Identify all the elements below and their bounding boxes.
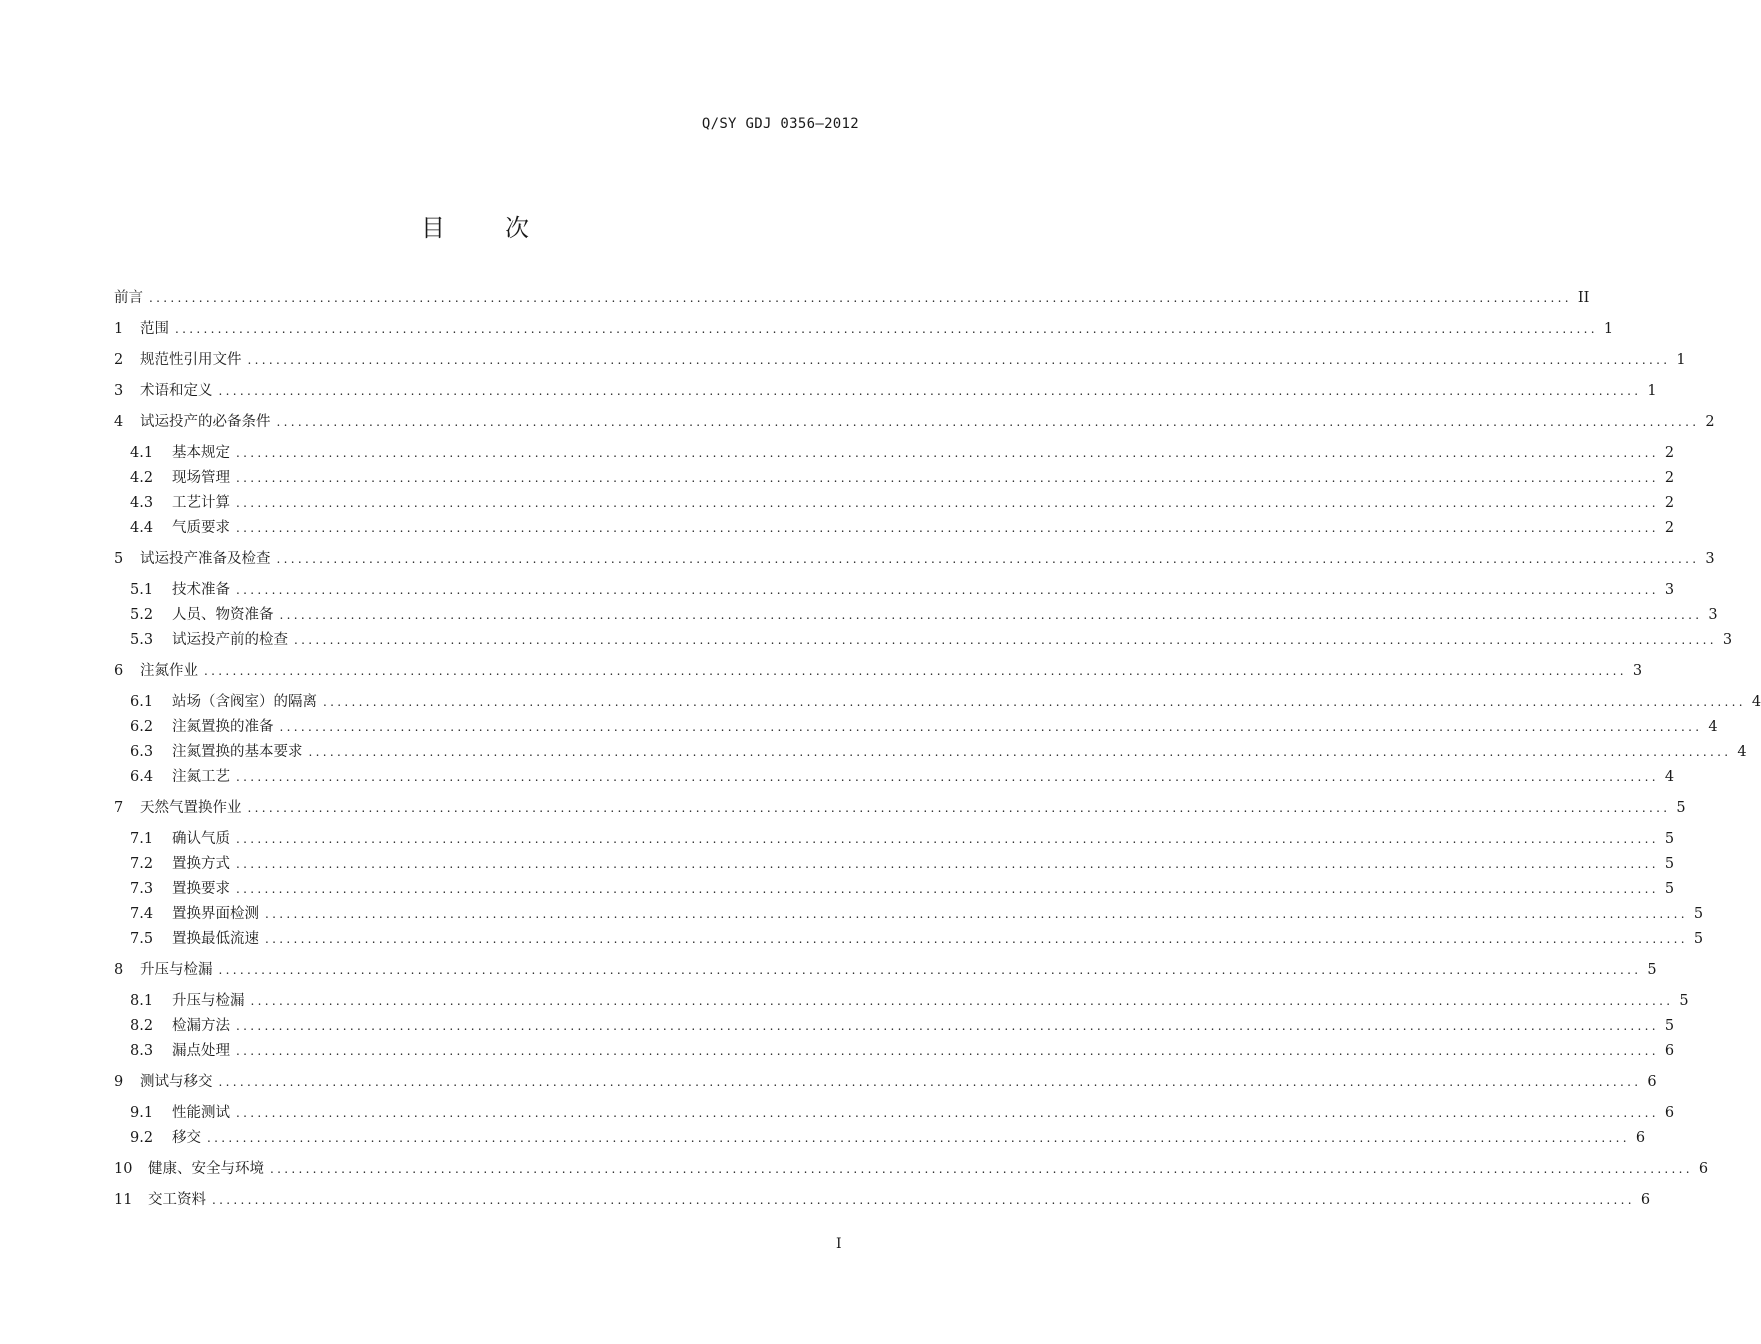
toc-entry-number: 7.5 — [130, 931, 154, 947]
toc-subentry[interactable] — [130, 853, 1675, 875]
toc-subentry[interactable] — [130, 928, 1704, 950]
toc-entry-label: 基本规定 — [172, 445, 230, 461]
toc-dot-leader: ........................................................................................................................................................................................................ — [279, 720, 1703, 734]
toc-subentry[interactable] — [130, 741, 1747, 763]
toc-entry[interactable] — [114, 660, 1643, 682]
toc-entry-page: 6 — [1635, 1130, 1646, 1146]
toc-entry-page: 6 — [1664, 1043, 1675, 1059]
toc-entry-label: 检漏方法 — [172, 1018, 230, 1034]
toc-entry-page: II — [1577, 290, 1590, 306]
toc-entry-number: 5 — [114, 551, 124, 567]
toc-entry-number: 7.4 — [130, 906, 154, 922]
toc-subentry[interactable] — [130, 716, 1718, 738]
toc-dot-leader: ........................................................................................................................................................................................................ — [218, 963, 1642, 977]
toc-entry[interactable] — [114, 287, 1590, 309]
toc-dot-leader: ........................................................................................................................................................................................................ — [218, 1075, 1642, 1089]
toc-entry-page: 1 — [1603, 321, 1614, 337]
toc-dot-leader: ........................................................................................................................................................................................................ — [276, 415, 1700, 429]
toc-entry-page: 2 — [1664, 470, 1675, 486]
toc-dot-leader: ........................................................................................................................................................................................................ — [236, 1044, 1659, 1058]
toc-entry-number: 9.2 — [130, 1130, 154, 1146]
title-char-1: 目 — [421, 214, 445, 242]
toc-entry-label: 测试与移交 — [140, 1074, 213, 1090]
toc-entry-number: 5.3 — [130, 632, 154, 648]
toc-entry[interactable] — [114, 1189, 1651, 1211]
toc-entry-number: 5.2 — [130, 607, 154, 623]
toc-dot-leader: ........................................................................................................................................................................................................ — [236, 882, 1659, 896]
toc-entry[interactable] — [114, 318, 1614, 340]
toc-entry-number: 7 — [114, 800, 124, 816]
toc-entry-number: 6.1 — [130, 694, 154, 710]
toc-entry-number: 8.3 — [130, 1043, 154, 1059]
toc-entry[interactable] — [114, 1158, 1709, 1180]
toc-entry-page: 6 — [1640, 1192, 1651, 1208]
toc-dot-leader: ........................................................................................................................................................................................................ — [149, 291, 1572, 305]
toc-entry-page: 3 — [1722, 632, 1733, 648]
toc-entry-label: 气质要求 — [172, 520, 230, 536]
toc-entry-number: 4.3 — [130, 495, 154, 511]
toc-entry-page: 4 — [1751, 694, 1761, 710]
toc-subentry[interactable] — [130, 517, 1675, 539]
toc-entry-number: 8 — [114, 962, 124, 978]
toc-subentry[interactable] — [130, 1102, 1675, 1124]
toc-entry-label: 升压与检漏 — [172, 993, 245, 1009]
toc-entry-page: 4 — [1664, 769, 1675, 785]
toc-entry-label: 性能测试 — [172, 1105, 230, 1121]
toc-subentry[interactable] — [130, 1040, 1675, 1062]
toc-dot-leader: ........................................................................................................................................................................................................ — [175, 322, 1598, 336]
toc-entry[interactable] — [114, 380, 1657, 402]
toc-entry-page: 3 — [1632, 663, 1643, 679]
toc-subentry[interactable] — [130, 903, 1704, 925]
toc-entry-label: 工艺计算 — [172, 495, 230, 511]
toc-subentry[interactable] — [130, 604, 1718, 626]
toc-dot-leader: ........................................................................................................................................................................................................ — [279, 608, 1703, 622]
toc-entry-page: 6 — [1664, 1105, 1675, 1121]
toc-dot-leader: ........................................................................................................................................................................................................ — [323, 695, 1746, 709]
toc-entry[interactable] — [114, 1071, 1657, 1093]
toc-entry-page: 3 — [1705, 551, 1715, 567]
toc-entry-label: 前言 — [114, 290, 143, 306]
toc-entry-label: 置换界面检测 — [172, 906, 259, 922]
toc-entry-label: 试运投产准备及检查 — [140, 551, 271, 567]
toc-entry-label: 漏点处理 — [172, 1043, 230, 1059]
toc-dot-leader: ........................................................................................................................................................................................................ — [236, 583, 1659, 597]
toc-entry-page: 2 — [1664, 495, 1675, 511]
toc-entry-page: 5 — [1647, 962, 1657, 978]
toc-entry-page: 2 — [1705, 414, 1715, 430]
toc-entry-number: 4.4 — [130, 520, 154, 536]
toc-entry-page: 5 — [1693, 906, 1704, 922]
toc-subentry[interactable] — [130, 766, 1675, 788]
toc-entry-number: 7.2 — [130, 856, 154, 872]
toc-entry-page: 1 — [1647, 383, 1657, 399]
toc-entry-page: 5 — [1664, 831, 1675, 847]
toc-dot-leader: ........................................................................................................................................................................................................ — [250, 994, 1674, 1008]
toc-entry-number: 9.1 — [130, 1105, 154, 1121]
toc-entry-label: 交工资料 — [148, 1192, 206, 1208]
toc-entry-number: 7.1 — [130, 831, 154, 847]
toc-dot-leader: ........................................................................................................................................................................................................ — [218, 384, 1642, 398]
toc-entry-page: 6 — [1698, 1161, 1709, 1177]
toc-subentry[interactable] — [130, 629, 1733, 651]
toc-entry-label: 注氮置换的准备 — [172, 719, 274, 735]
toc-entry-label: 置换方式 — [172, 856, 230, 872]
toc-entry-number: 8.1 — [130, 993, 154, 1009]
toc-entry-number: 6.2 — [130, 719, 154, 735]
toc-entry-number: 6.4 — [130, 769, 154, 785]
toc-entry-label: 规范性引用文件 — [140, 352, 242, 368]
toc-dot-leader: ........................................................................................................................................................................................................ — [236, 446, 1659, 460]
toc-entry-label: 注氮工艺 — [172, 769, 230, 785]
toc-entry-number: 4.1 — [130, 445, 154, 461]
toc-entry-page: 3 — [1664, 582, 1675, 598]
toc-dot-leader: ........................................................................................................................................................................................................ — [247, 353, 1671, 367]
footer-page-number: I — [836, 1236, 842, 1252]
toc-entry-label: 人员、物资准备 — [172, 607, 274, 623]
toc-entry-number: 2 — [114, 352, 124, 368]
toc-entry-label: 注氮置换的基本要求 — [172, 744, 303, 760]
toc-dot-leader: ........................................................................................................................................................................................................ — [236, 496, 1659, 510]
title-char-2: 次 — [505, 214, 529, 242]
page-title — [0, 208, 950, 243]
toc-entry-label: 移交 — [172, 1130, 201, 1146]
toc-entry-page: 5 — [1679, 993, 1689, 1009]
toc-entry-number: 9 — [114, 1074, 124, 1090]
toc-dot-leader: ........................................................................................................................................................................................................ — [270, 1162, 1693, 1176]
toc-entry-page: 1 — [1676, 352, 1686, 368]
toc-entry-page: 5 — [1676, 800, 1686, 816]
toc-subentry[interactable] — [130, 691, 1761, 713]
toc-entry-number: 6.3 — [130, 744, 154, 760]
toc-subentry[interactable] — [130, 1127, 1646, 1149]
toc-entry-number: 11 — [114, 1192, 133, 1208]
toc-entry[interactable] — [114, 349, 1686, 371]
toc-entry-page: 2 — [1664, 445, 1675, 461]
toc-entry-label: 试运投产的必备条件 — [140, 414, 271, 430]
toc-dot-leader: ........................................................................................................................................................................................................ — [236, 1019, 1659, 1033]
toc-entry-number: 1 — [114, 321, 124, 337]
toc-entry-label: 置换最低流速 — [172, 931, 259, 947]
toc-subentry[interactable] — [130, 878, 1675, 900]
toc-entry-page: 5 — [1664, 881, 1675, 897]
toc-entry-page: 5 — [1664, 856, 1675, 872]
doc-code: Q/SY GDJ 0356—2012 — [701, 116, 859, 132]
toc-dot-leader: ........................................................................................................................................................................................................ — [236, 471, 1659, 485]
toc-dot-leader: ........................................................................................................................................................................................................ — [294, 633, 1717, 647]
toc-entry-page: 5 — [1693, 931, 1704, 947]
toc-entry[interactable] — [114, 411, 1715, 433]
toc-subentry[interactable] — [130, 492, 1675, 514]
toc-entry-number: 3 — [114, 383, 124, 399]
toc-entry-label: 现场管理 — [172, 470, 230, 486]
toc-dot-leader: ........................................................................................................................................................................................................ — [236, 1106, 1659, 1120]
toc-entry[interactable] — [114, 548, 1715, 570]
toc-dot-leader: ........................................................................................................................................................................................................ — [207, 1131, 1630, 1145]
toc-entry-number: 7.3 — [130, 881, 154, 897]
toc-dot-leader: ........................................................................................................................................................................................................ — [212, 1193, 1635, 1207]
toc-entry-page: 4 — [1737, 744, 1747, 760]
toc-dot-leader: ........................................................................................................................................................................................................ — [265, 932, 1688, 946]
toc-entry-page: 3 — [1708, 607, 1718, 623]
toc-dot-leader: ........................................................................................................................................................................................................ — [247, 801, 1671, 815]
toc-subentry[interactable] — [130, 442, 1675, 464]
toc-entry-number: 10 — [114, 1161, 133, 1177]
toc-entry[interactable] — [114, 797, 1686, 819]
toc-subentry[interactable] — [130, 990, 1689, 1012]
toc-entry-label: 范围 — [140, 321, 169, 337]
toc-dot-leader: ........................................................................................................................................................................................................ — [236, 832, 1659, 846]
toc-entry-label: 升压与检漏 — [140, 962, 213, 978]
toc-subentry[interactable] — [130, 1015, 1675, 1037]
toc-subentry[interactable] — [130, 467, 1675, 489]
toc-dot-leader: ........................................................................................................................................................................................................ — [276, 552, 1700, 566]
toc-entry-page: 4 — [1708, 719, 1718, 735]
toc-entry-label: 健康、安全与环境 — [148, 1161, 264, 1177]
toc-entry-number: 4 — [114, 414, 124, 430]
toc-entry-label: 站场（含阀室）的隔离 — [172, 694, 317, 710]
toc-dot-leader: ........................................................................................................................................................................................................ — [236, 770, 1659, 784]
toc-entry-label: 天然气置换作业 — [140, 800, 242, 816]
toc-entry-number: 5.1 — [130, 582, 154, 598]
toc-entry-number: 4.2 — [130, 470, 154, 486]
toc-entry-label: 置换要求 — [172, 881, 230, 897]
toc-entry-label: 术语和定义 — [140, 383, 213, 399]
toc-dot-leader: ........................................................................................................................................................................................................ — [265, 907, 1688, 921]
toc-dot-leader: ........................................................................................................................................................................................................ — [204, 664, 1627, 678]
toc-dot-leader: ........................................................................................................................................................................................................ — [236, 857, 1659, 871]
toc-entry[interactable] — [114, 959, 1657, 981]
toc-entry-number: 8.2 — [130, 1018, 154, 1034]
toc-entry-number: 6 — [114, 663, 124, 679]
toc-entry-label: 技术准备 — [172, 582, 230, 598]
toc-entry-label: 注氮作业 — [140, 663, 198, 679]
toc-dot-leader: ........................................................................................................................................................................................................ — [308, 745, 1732, 759]
toc-entry-label: 确认气质 — [172, 831, 230, 847]
toc-subentry[interactable] — [130, 579, 1675, 601]
toc-entry-label: 试运投产前的检查 — [172, 632, 288, 648]
toc-entry-page: 2 — [1664, 520, 1675, 536]
toc-entry-page: 6 — [1647, 1074, 1657, 1090]
toc-dot-leader: ........................................................................................................................................................................................................ — [236, 521, 1659, 535]
toc-subentry[interactable] — [130, 828, 1675, 850]
toc-entry-page: 5 — [1664, 1018, 1675, 1034]
